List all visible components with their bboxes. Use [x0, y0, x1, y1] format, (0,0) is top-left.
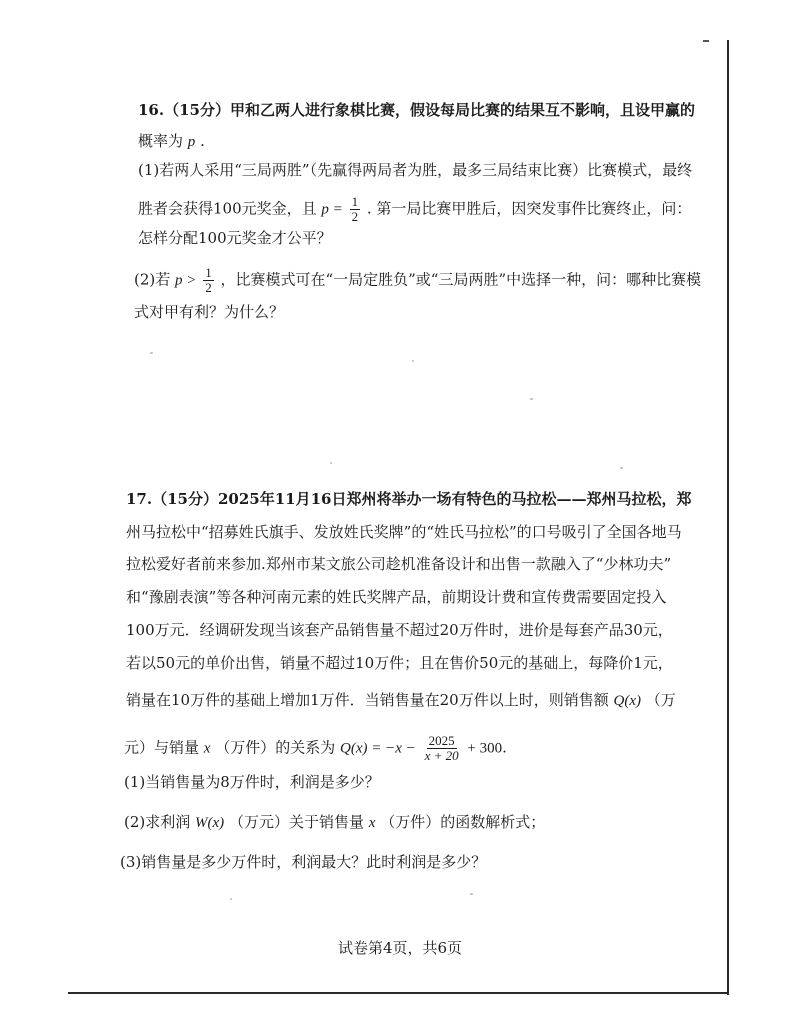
q17-formula-lhs: Q(x) = −x − [340, 740, 416, 757]
page-footer: 试卷第4页，共6页 [337, 939, 463, 957]
q17-line7-post: （万 [645, 691, 676, 709]
q17-formula-fraction [423, 734, 461, 763]
q17-line8-end: . [502, 738, 507, 757]
q17-subq1: (1)当销售量为8万件时，利润是多少？ [124, 773, 380, 791]
q17-line6: 若以50元的单价出售，销量不超过10万件；且在售价50元的基础上，每降价1元， [126, 654, 673, 672]
q16-part1-line1: (1)若两人采用“三局两胜”（先赢得两局者为胜，最多三局结束比赛）比赛模式，最终 [138, 161, 693, 179]
q17-line5: 100万元．经调研发现当该套产品销售量不超过20万件时，进价是每套产品30元， [126, 621, 673, 639]
scan-speck [230, 898, 232, 900]
q17-formula-tail: + 300 [467, 740, 503, 757]
q16-p-variable: p [187, 134, 196, 150]
page-border-bottom [68, 992, 729, 994]
q17-subq3: (3)销售量是多少万件时，利润最大？此时利润是多少？ [120, 853, 487, 871]
q17-subq2-post: （万件）的函数解析式； [380, 813, 546, 831]
q16-part1-line2-post: . 第一局比赛甲胜后，因突发事件比赛终止，问： [366, 199, 692, 218]
q17-line7-pre: 销量在10万件的基础上增加1万件．当销售量在20万件以上时，则销售额 [126, 691, 609, 709]
q16-part2-line2: 式对甲有利？为什么？ [134, 303, 285, 321]
q17-sales-function: Q(x) [613, 693, 641, 709]
q16-part1-line3: 怎样分配100元奖金才公平？ [138, 229, 332, 247]
scan-speck [470, 893, 473, 895]
q17-x-variable-2: x [368, 815, 376, 831]
q16-p-greater: p > [175, 272, 197, 289]
q17-line8-mid: （万件）的关系为 [215, 738, 336, 757]
q16-fraction-half [350, 195, 361, 224]
fraction-denominator: 2 [205, 280, 212, 295]
q17-line4: 和“豫剧表演”等各种河南元素的姓氏奖牌产品，前期设计费和宣传费需要固定投入 [126, 588, 667, 606]
q17-line8-pre: 元）与销量 [124, 738, 200, 757]
fraction-denominator: 2 [351, 209, 359, 224]
q17-line2: 州马拉松中“招募姓氏旗手、发放姓氏奖牌”的“姓氏马拉松”的口号吸引了全国各地马 [126, 523, 682, 541]
q17-line7 [126, 690, 676, 711]
q17-line8 [124, 734, 507, 763]
fraction-numerator: 2025 [428, 733, 455, 748]
corner-mark [703, 40, 709, 42]
q16-part2-line1 [134, 266, 701, 295]
q16-fraction-half-2 [203, 266, 214, 295]
q17-x-variable: x [203, 740, 211, 757]
q16-heading: 16.（15分）甲和乙两人进行象棋比赛，假设每局比赛的结果互不影响，且设甲赢的 [138, 101, 695, 119]
q16-heading-cont-text: 概率为 [138, 132, 184, 150]
scan-speck [530, 398, 533, 400]
q17-line1: 17.（15分）2025年11月16日郑州将举办一场有特色的马拉松——郑州马拉松，郑 [126, 490, 692, 508]
q17-line3: 拉松爱好者前来参加.郑州市某文旅公司趁机准备设计和出售一款融入了“少林功夫” [126, 555, 672, 573]
page-border-right [727, 40, 729, 995]
q17-subq2-mid: （万元）关于销售量 [228, 813, 364, 831]
q17-profit-function: W(x) [195, 815, 225, 831]
q16-heading-cont [138, 131, 205, 152]
fraction-denominator: x + 20 [424, 748, 459, 763]
scan-speck [620, 467, 623, 469]
q16-part2-post: ，比赛模式可在“一局定胜负”或“三局两胜”中选择一种，问：哪种比赛模 [220, 270, 702, 289]
scan-speck [150, 352, 153, 354]
fraction-numerator: 1 [351, 194, 359, 209]
scan-speck [330, 462, 332, 464]
fraction-numerator: 1 [205, 265, 212, 280]
q16-p-equals: p = [321, 201, 343, 218]
q17-subq2-pre: (2)求利润 [124, 813, 191, 831]
q16-part1-line2-pre: 胜者会获得100元奖金，且 [138, 199, 317, 218]
q16-part2-pre: (2)若 [134, 270, 171, 289]
scan-speck [412, 360, 414, 362]
q16-period: . [200, 132, 205, 150]
q16-part1-line2 [138, 195, 691, 224]
q17-subq2 [124, 812, 545, 833]
